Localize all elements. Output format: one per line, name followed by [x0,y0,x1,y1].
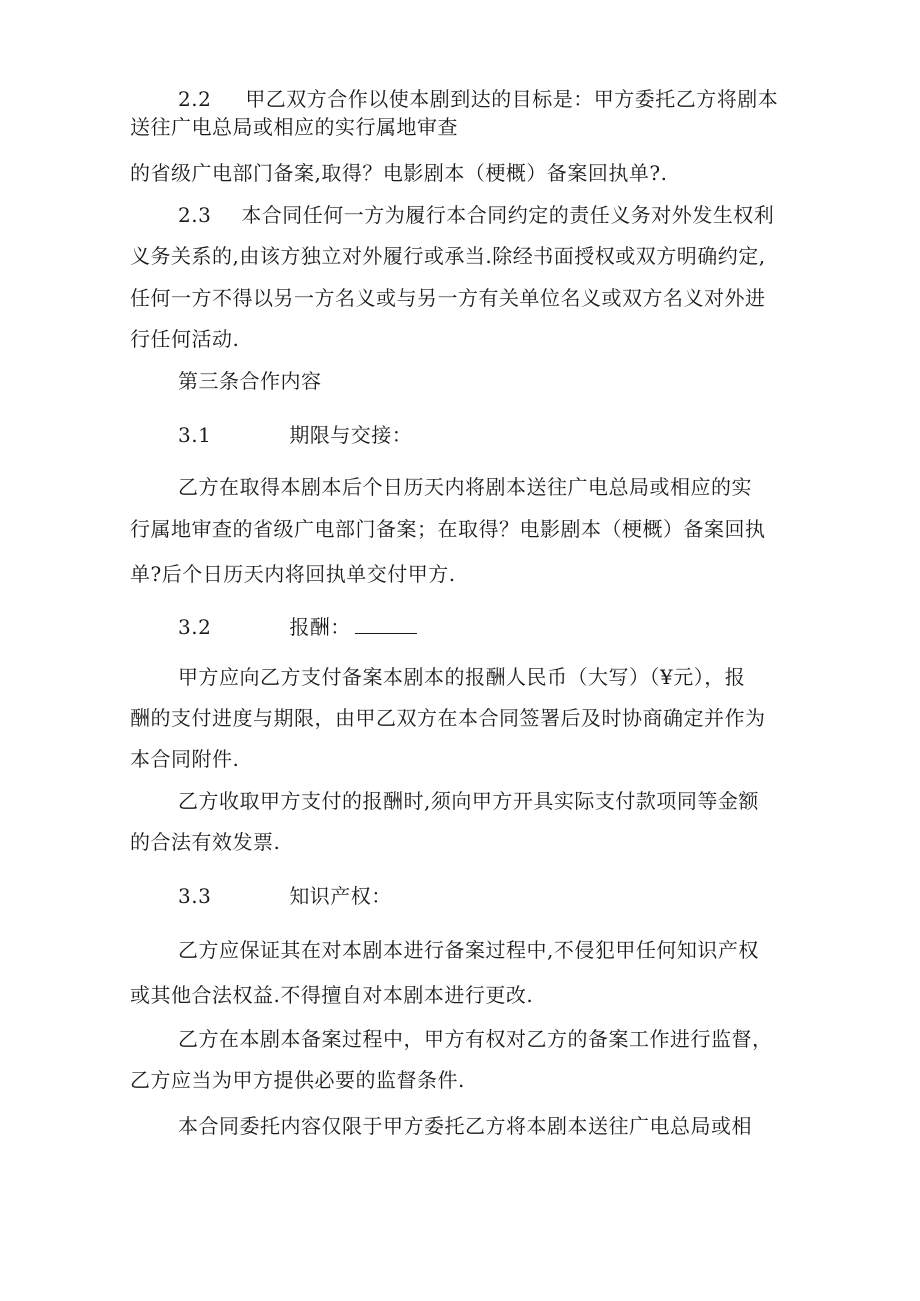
clause-number: 3.2 [178,615,212,639]
clause-3-3-para-1-line-1: 乙方应保证其在对本剧本进行备案过程中,不侵犯甲任何知识产权 [178,938,759,962]
clause-3-2-para-2-line-1: 乙方收取甲方支付的报酬时,须向甲方开具实际支付款项同等金额 [178,789,759,813]
clause-2-3-line-1 [178,202,774,228]
clause-3-2-para-2-line-2: 的合法有效发票. [130,830,281,854]
clause-3-1-para-line-2: 行属地审查的省级广电部门备案；在取得？电影剧本（梗概）备案回执 [130,517,766,541]
clause-3-3-heading [178,883,392,909]
clause-3-3-para-1-line-2: 或其他合法权益.不得擅自对本剧本进行更改. [130,983,534,1007]
article-3-title: 第三条合作内容 [178,369,322,393]
clause-2-3-line-3: 任何一方不得以另一方名义或与另一方有关单位名义或双方名义对外进 [130,286,766,310]
clause-heading: 报酬： [289,615,351,639]
clause-number: 3.1 [178,423,212,447]
clause-heading: 知识产权： [289,884,392,908]
clause-3-2-para-1-line-3: 本合同附件. [130,747,240,771]
clause-number: 2.3 [178,203,212,227]
clause-text: 甲乙双方合作以使本剧到达的目标是：甲方委托乙方将剧本 [245,87,779,111]
clause-2-3-line-4: 行任何活动. [130,327,240,351]
clause-text: 本合同任何一方为履行本合同约定的责任义务对外发生权利 [241,203,775,227]
clause-number: 2.2 [178,87,212,111]
clause-3-1-para-line-1: 乙方在取得本剧本后个日历天内将剧本送往广电总局或相应的实 [178,475,752,499]
clause-2-2-line-3: 的省级广电部门备案,取得？电影剧本（梗概）备案回执单?. [130,161,668,185]
clause-3-2-heading [178,614,417,640]
clause-3-1-heading [178,422,412,448]
clause-3-1-para-line-3: 单?后个日历天内将回执单交付甲方. [130,562,456,586]
clause-2-3-line-2: 义务关系的,由该方独立对外履行或承当.除经书面授权或双方明确约定, [130,244,766,268]
clause-3-3-para-2-line-1: 乙方在本剧本备案过程中，甲方有权对乙方的备案工作进行监督， [178,1027,773,1051]
clause-3-3-para-3-line-1: 本合同委托内容仅限于甲方委托乙方将本剧本送往广电总局或相 [178,1114,752,1138]
clause-3-3-para-2-line-2: 乙方应当为甲方提供必要的监督条件. [130,1068,465,1092]
clause-3-2-para-1-line-1: 甲方应向乙方支付备案本剧本的报酬人民币（大写）（¥元），报 [178,665,746,689]
clause-number: 3.3 [178,884,212,908]
clause-heading: 期限与交接： [289,423,413,447]
blank-underline [355,615,417,634]
clause-2-2-line-2: 送往广电总局或相应的实行属地审查 [130,115,458,139]
clause-2-2-line-1 [178,86,778,112]
clause-3-2-para-1-line-2: 酬的支付进度与期限，由甲乙双方在本合同签署后及时协商确定并作为 [130,706,766,730]
